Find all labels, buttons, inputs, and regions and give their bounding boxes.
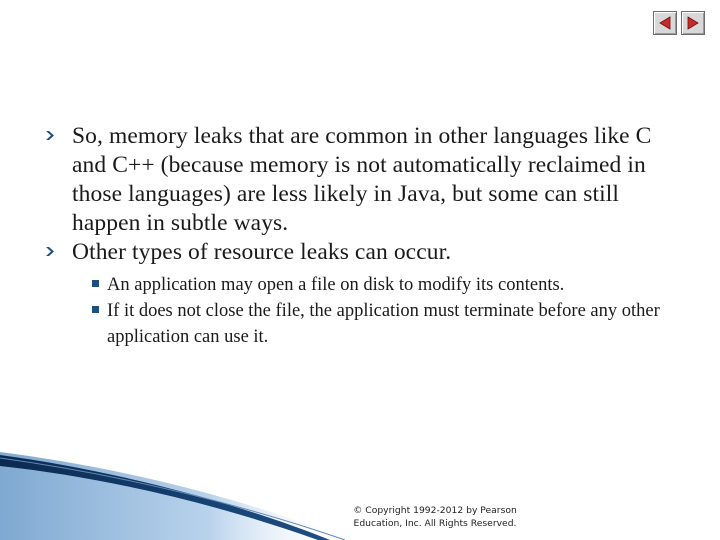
- bullet-arrow-icon: [46, 130, 57, 141]
- copyright-line-1: © Copyright 1992-2012 by Pearson: [353, 505, 517, 516]
- sub-bullet-list: [82, 272, 676, 350]
- triangle-left-icon: [657, 15, 673, 31]
- square-bullet-icon: [92, 306, 99, 313]
- slide-content: [46, 122, 676, 350]
- bullet-item: [46, 238, 676, 267]
- next-slide-button[interactable]: [681, 11, 705, 35]
- copyright-footer: [340, 504, 530, 530]
- bullet-text: Other types of resource leaks can occur.: [72, 239, 452, 265]
- bullet-item: [46, 122, 676, 238]
- sub-bullet-text: An application may open a file on disk to modify its contents.: [107, 275, 565, 295]
- bullet-text: So, memory leaks that are common in other languages like C and C++ (because memory is not automatically reclaimed in those languages) are less likely in Java, but some can still happen in subtle ways.: [72, 123, 652, 236]
- sub-bullet-text: If it does not close the file, the application must terminate before any other application can use it.: [107, 301, 660, 347]
- slide-navigation: [653, 11, 705, 35]
- copyright-line-2: Education, Inc. All Rights Reserved.: [353, 518, 517, 529]
- sub-bullet-item: [82, 298, 676, 350]
- bullet-arrow-icon: [46, 246, 57, 257]
- previous-slide-button[interactable]: [653, 11, 677, 35]
- sub-bullet-item: [82, 272, 676, 298]
- triangle-right-icon: [685, 15, 701, 31]
- square-bullet-icon: [92, 280, 99, 287]
